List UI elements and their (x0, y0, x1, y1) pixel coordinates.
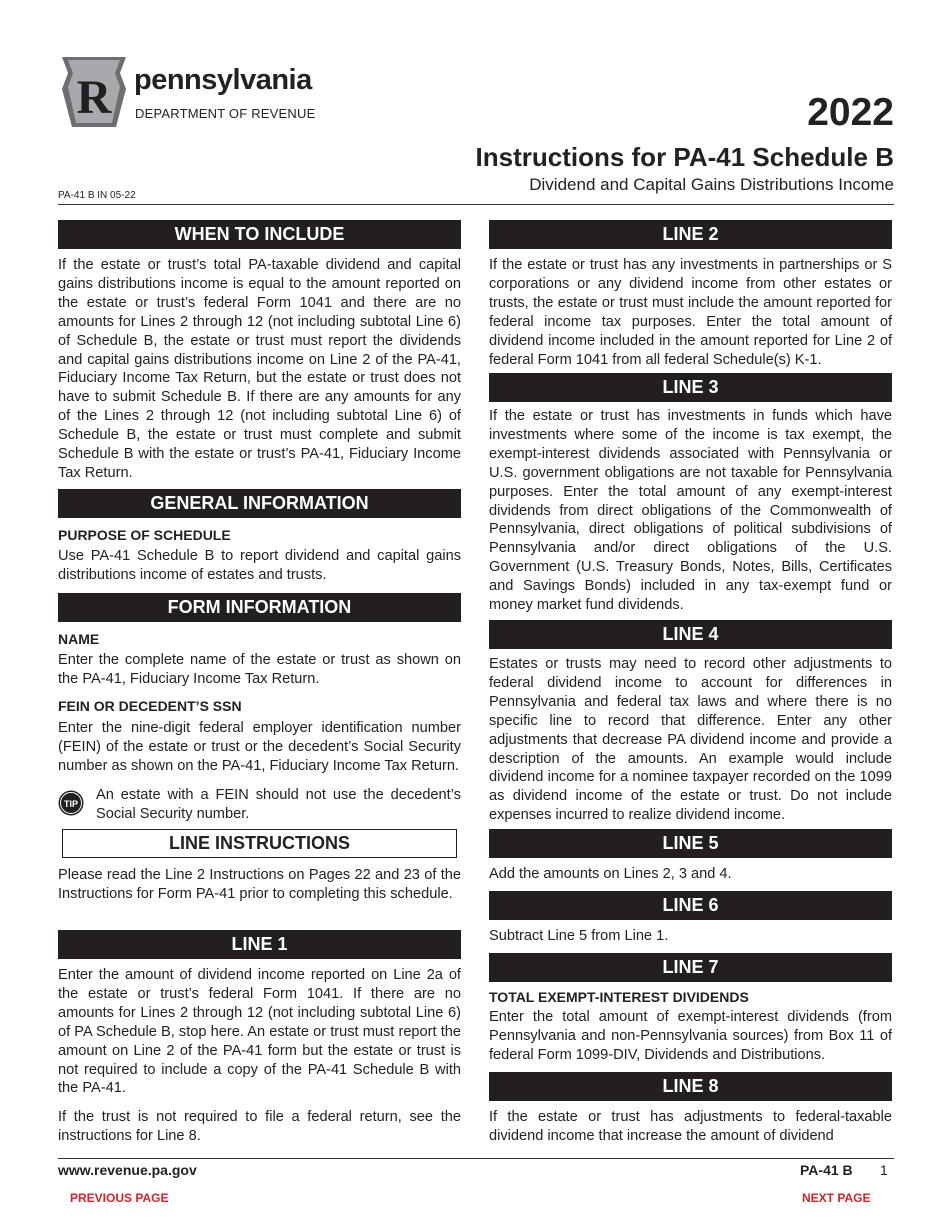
tip-text: An estate with a FEIN should not use the decedent’s Social Security number. (96, 787, 461, 822)
line-instructions-text: Please read the Line 2 Instructions on Pages 22 and 23 of the Instructions for Form PA-41 prior to completing this schedule. (58, 867, 461, 902)
fein-text: Enter the nine-digit federal employer identification number (FEIN) of the estate or trust or the decedent’s Social Security number as shown on the PA-41, Fiduciary Income Tax Return. (58, 720, 461, 774)
line-8-heading: LINE 8 (489, 1072, 892, 1101)
line-3-text: If the estate or trust has investments in funds which have investments where some of the income is tax exempt, the exempt-interest dividends associated with Pennsylvania or U.S. government obligations are not taxable for Pennsylvania purposes. Enter the total amount of any exempt-interest dividends from direct obligations of the Commonwealth of Pennsylvania, direct obligations of political subdivisions of Pennsylvania and/or direct obligations of the U.S. Government (U.S. Treasury Bonds, Notes, Bills, Certificates and Savings Bonds) included in any tax-exempt fund or money market fund dividends. (489, 408, 892, 614)
general-information-heading: GENERAL INFORMATION (58, 489, 461, 518)
footer-divider (58, 1158, 894, 1159)
line-3-heading: LINE 3 (489, 373, 892, 402)
logo-department: DEPARTMENT OF REVENUE (135, 106, 316, 121)
purpose-text: Use PA-41 Schedule B to report dividend and capital gains distributions income of estates and trusts. (58, 548, 461, 583)
footer-form-code: PA-41 B (800, 1162, 853, 1178)
keystone-logo-icon (62, 57, 126, 127)
page-number: 1 (880, 1162, 888, 1178)
line-7-heading: LINE 7 (489, 953, 892, 982)
logo-letter: R (76, 71, 112, 124)
line-6-text: Subtract Line 5 from Line 1. (489, 928, 669, 944)
when-to-include-heading: WHEN TO INCLUDE (58, 220, 461, 249)
line-1-text: Enter the amount of dividend income reported on Line 2a of the estate or trust’s federal Form 1041. If there are no amounts for Lines 2 through 12 (not including subtotal Line 6) of PA Schedule B, stop here. An estate or trust must report the amount on Line 2 of the PA-41 form but the estate or trust is not required to include a copy of the PA-41 Schedule B with the PA-41. (58, 967, 461, 1097)
name-subheading: NAME (58, 631, 100, 647)
line-6-heading: LINE 6 (489, 891, 892, 920)
purpose-subheading: PURPOSE OF SCHEDULE (58, 527, 231, 543)
line-7-text: Enter the total amount of exempt-interest dividends (from Pennsylvania and non-Pennsylvania sources) from Box 11 of federal Form 1099-DIV, Dividends and Distributions. (489, 1009, 892, 1063)
name-text: Enter the complete name of the estate or trust as shown on the PA-41, Fiduciary Income Tax Return. (58, 652, 461, 687)
line-1-text-2: If the trust is not required to file a federal return, see the instructions for Line 8. (58, 1109, 461, 1144)
line-4-heading: LINE 4 (489, 620, 892, 649)
tip-icon (58, 790, 84, 816)
form-information-heading: FORM INFORMATION (58, 593, 461, 622)
line-4-text: Estates or trusts may need to record other adjustments to federal dividend income to account for differences in Pennsylvania and federal tax laws and where there is no specific line to record that difference. Enter any other adjustments that decrease PA dividend income and provide a description of the amounts. An example would include dividend income for a nominee taxpayer recorded on the 1099 as dividend income of the estate or trust. Do not include expenses incurred to realize dividend income. (489, 656, 892, 824)
fein-subheading: FEIN OR DECEDENT’S SSN (58, 698, 242, 714)
previous-page-link[interactable]: PREVIOUS PAGE (70, 1191, 169, 1205)
page-title: Instructions for PA-41 Schedule B (475, 142, 894, 172)
when-to-include-text: If the estate or trust’s total PA-taxable dividend and capital gains distributions income is equal to the amount reported on the estate or trust’s federal Form 1041 and there are no amounts for Lines 2 through 12 (not including subtotal Line 6) of Schedule B, the estate or trust must report the dividends and capital gains distributions income on Line 2 of the PA-41, Fiduciary Income Tax Return, but the estate or trust does not have to submit Schedule B. If there are any amounts for any of the Lines 2 through 12 (not including subtotal Line 6) of Schedule B, the estate or trust must complete and submit Schedule B with the estate or trust’s PA-41, Fiduciary Income Tax Return. (58, 257, 461, 481)
line-7-subheading: TOTAL EXEMPT-INTEREST DIVIDENDS (489, 989, 749, 1005)
line-8-text: If the estate or trust has adjustments to federal-taxable dividend income that increase the amount of dividend (489, 1109, 892, 1144)
line-instructions-heading: LINE INSTRUCTIONS (62, 829, 457, 858)
next-page-link[interactable]: NEXT PAGE (802, 1191, 871, 1205)
header-divider (58, 204, 894, 205)
tip-label: TIP (63, 799, 79, 809)
line-5-heading: LINE 5 (489, 829, 892, 858)
line-1-heading: LINE 1 (58, 930, 461, 959)
footer-url[interactable]: www.revenue.pa.gov (58, 1162, 197, 1178)
tax-year: 2022 (807, 91, 894, 134)
page-subtitle: Dividend and Capital Gains Distributions Income (529, 175, 894, 194)
logo-name: pennsylvania (134, 64, 312, 96)
line-2-text: If the estate or trust has any investments in partnerships or S corporations or any dividend income from other estates or trusts, the estate or trust must include the amount reported for federal income tax purposes. Enter the total amount of dividend income included in the amount reported for Line 2 of federal Form 1041 from all federal Schedule(s) K-1. (489, 257, 892, 368)
line-2-heading: LINE 2 (489, 220, 892, 249)
line-5-text: Add the amounts on Lines 2, 3 and 4. (489, 866, 732, 882)
form-code: PA-41 B IN 05-22 (58, 190, 136, 201)
